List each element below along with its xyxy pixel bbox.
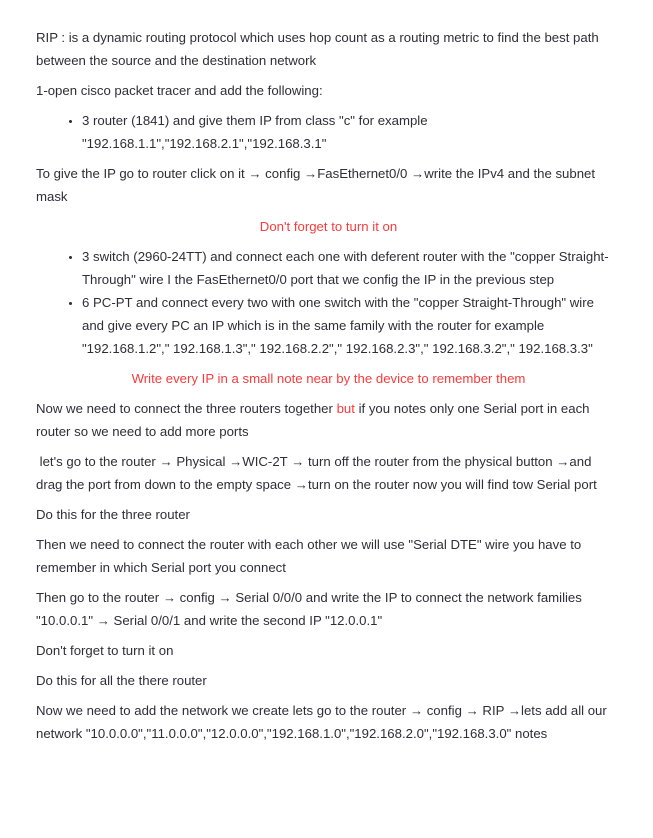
text-run: 6 PC-PT and connect every two with one switch with the "copper Straight-Through" wire and give every PC an IP which is in the same family with the router for example "192.168.1.2"," 192.168.1.3"," 192.168.2.2"," 192.168.2.3"," 192.168.3.2"," 192.168.3.3" — [82, 295, 598, 356]
paragraph — [36, 586, 621, 632]
text-run: To give the IP go to router click on it → config →FasEthernet0/0 →write the IPv4 and the subnet mask — [36, 166, 599, 204]
text-run: Don't forget to turn it on — [36, 643, 174, 658]
bullet-list — [36, 109, 621, 155]
text-run: 3 switch (2960-24TT) and connect each one with deferent router with the "copper Straight-Through" wire I the FasEthernet0/0 port that we config the IP in the previous step — [82, 249, 609, 287]
bullet-item — [82, 291, 615, 360]
paragraph — [36, 699, 621, 745]
paragraph — [36, 450, 621, 496]
red-text-run: but — [336, 401, 355, 416]
text-run: Do this for all the there router — [36, 673, 207, 688]
paragraph — [36, 669, 621, 692]
paragraph — [36, 639, 621, 662]
bullet-item — [82, 109, 615, 155]
text-run: if you notes only one Serial port in each router so we need to add more ports — [36, 401, 594, 439]
text-run: Then we need to connect the router with each other we will use "Serial DTE" wire you have to remember in which Serial port you connect — [36, 537, 585, 575]
paragraph — [36, 26, 621, 72]
paragraph — [36, 397, 621, 443]
red-text-run: Don't forget to turn it on — [259, 219, 398, 234]
note-line — [36, 367, 621, 390]
paragraph — [36, 503, 621, 526]
red-text-run: Write every IP in a small note near by the device to remember them — [131, 371, 526, 386]
text-run: Do this for the three router — [36, 507, 190, 522]
text-run: RIP : is a dynamic routing protocol which uses hop count as a routing metric to find the best path between the source and the destination network — [36, 30, 603, 68]
text-run: let's go to the router → Physical →WIC-2T → turn off the router from the physical button →and drag the port from down to the empty space →turn on the router now you will find tow Serial port — [36, 454, 597, 492]
text-run: Now we need to add the network we create lets go to the router → config → RIP →lets add all our network "10.0.0.0","11.0.0.0","12.0.0.0","192.168.1.0","192.168.2.0","192.168.3.0" notes — [36, 703, 611, 741]
text-run: Then go to the router → config → Serial 0/0/0 and write the IP to connect the network families "10.0.0.1" → Serial 0/0/1 and write the second IP "12.0.0.1" — [36, 590, 586, 628]
text-run: 3 router (1841) and give them IP from class "c" for example "192.168.1.1","192.168.2.1","192.168.3.1" — [82, 113, 432, 151]
text-run: 1-open cisco packet tracer and add the following: — [36, 83, 323, 98]
paragraph — [36, 533, 621, 579]
text-run: Now we need to connect the three routers together — [36, 401, 337, 416]
paragraph — [36, 162, 621, 208]
bullet-list — [36, 245, 621, 360]
bullet-item — [82, 245, 615, 291]
paragraph — [36, 79, 621, 102]
note-line — [36, 215, 621, 238]
